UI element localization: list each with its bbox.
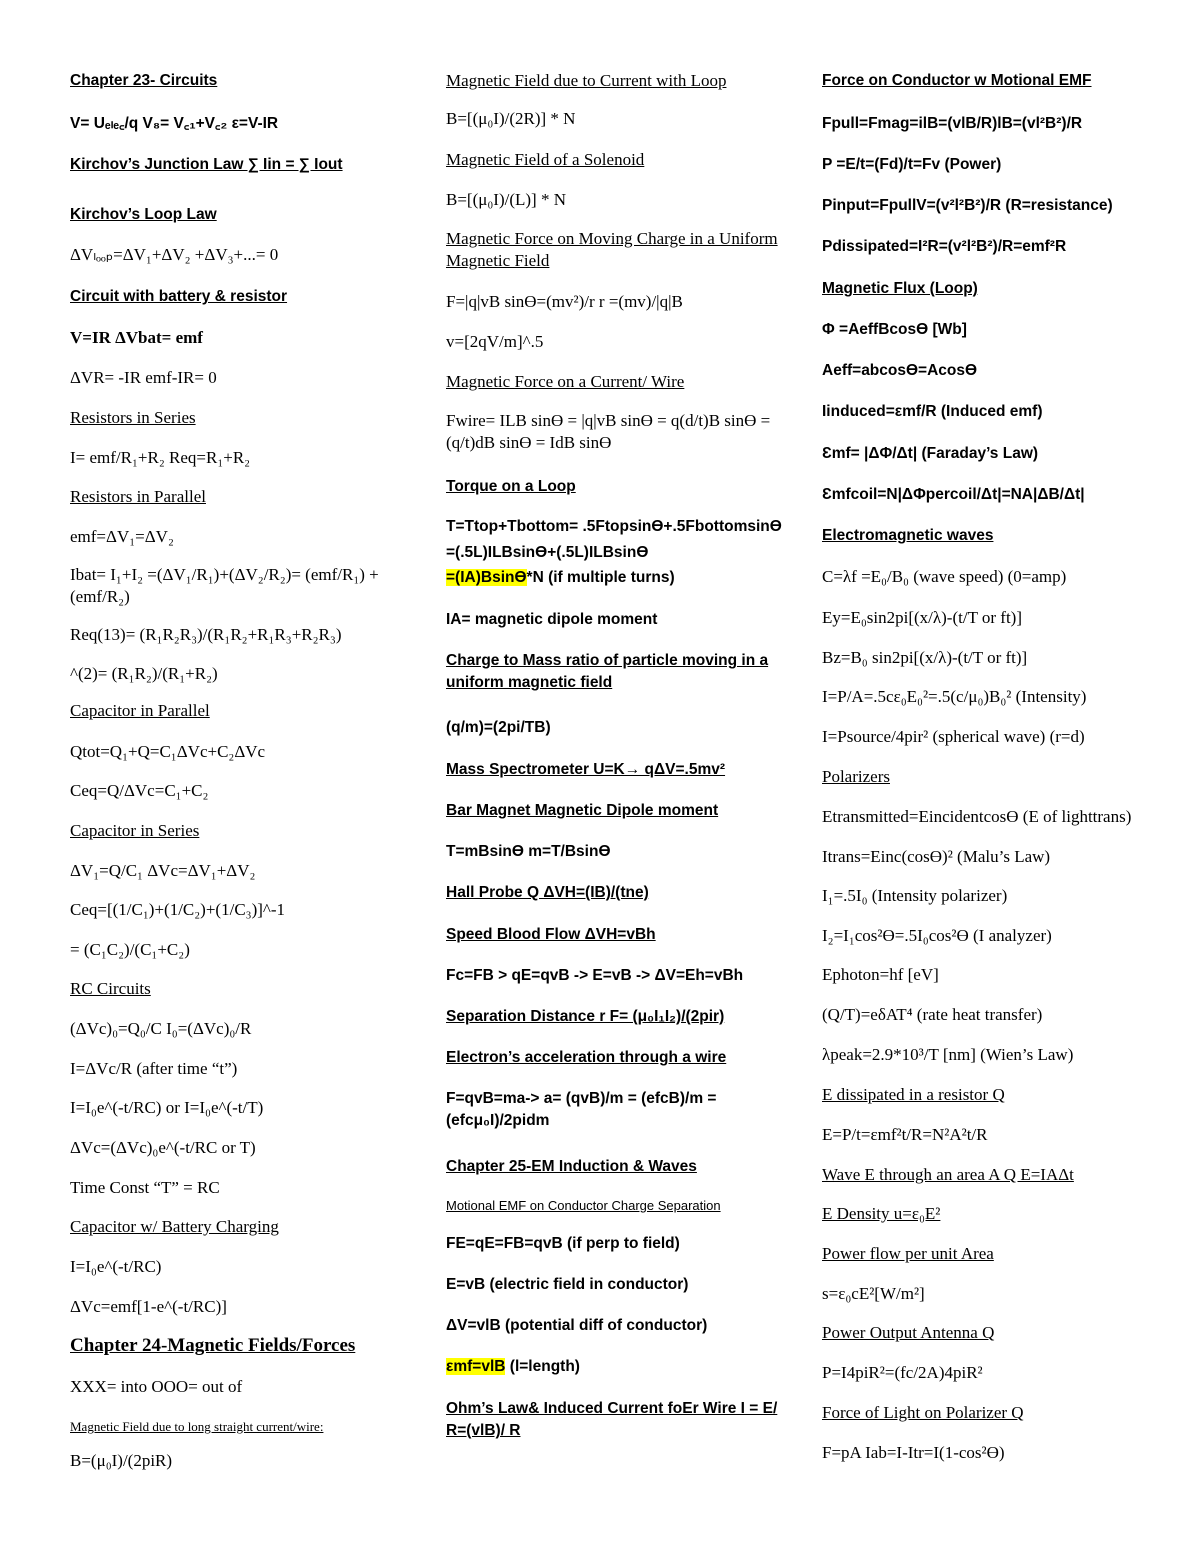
formula-line: E=vB (electric field in conductor): [446, 1276, 689, 1293]
formula-line: Aeff=abcosϴ=Acosϴ: [822, 362, 978, 379]
formula-line: ^(2)= (R₁R₂)/(R₁+R₂): [70, 664, 218, 683]
formula-line: P=I4piR²=(fc/2A)4piR²: [822, 1363, 983, 1382]
formula-note: (l=length): [505, 1358, 580, 1375]
formula-line: Bar Magnet Magnetic Dipole moment: [446, 802, 719, 819]
formula-line: ΔV=vlB (potential diff of conductor): [446, 1317, 708, 1334]
formula-line: Ɛmf= |ΔΦ/Δt| (Faraday’s Law): [822, 445, 1039, 462]
formula-line: Charge to Mass ratio of particle moving in a uniform magnetic field: [446, 652, 769, 691]
formula-line: Itrans=Einc(cosϴ)² (Malu’s Law): [822, 847, 1051, 866]
formula-line: Force of Light on Polarizer Q: [822, 1403, 1024, 1422]
formula-line: Motional EMF on Conductor Charge Separation: [446, 1198, 721, 1213]
formula-line: F=pA Iab=I-Itr=I(1-cos²ϴ): [822, 1443, 1005, 1462]
formula-line: Ceq=[(1/C₁)+(1/C₂)+(1/C₃)]^-1: [70, 900, 286, 919]
formula-line: [446, 1356, 580, 1378]
formula-line: ΔVₗₒₒₚ=ΔV₁+ΔV₂ +ΔV₃+...= 0: [70, 245, 279, 264]
formula-line: B=[(μ₀I)/(2R)] * N: [446, 109, 576, 128]
formula-line: Ceq=Q/ΔVc=C₁+C₂: [70, 781, 209, 800]
formula-line: F=|q|vB sinϴ=(mv²)/r r =(mv)/|q|B: [446, 292, 683, 311]
formula-line: Ephoton=hf [eV]: [822, 965, 939, 984]
formula-line: Ɛmfcoil=N|ΔΦpercoil/Δt|=NA|ΔB/Δt|: [822, 486, 1085, 503]
formula-line: λpeak=2.9*10³/T [nm] (Wien’s Law): [822, 1045, 1074, 1064]
formula-line: I= emf/R₁+R₂ Req=R₁+R₂: [70, 448, 251, 467]
formula-line: I=I₀e^(-t/RC): [70, 1257, 162, 1276]
formula-line: E Density u=ε₀E²: [822, 1204, 941, 1223]
formula-line: Chapter 23- Circuits: [70, 72, 218, 89]
formula-line: v=[2qV/m]^.5: [446, 332, 544, 351]
formula-line: B=[(μ₀I)/(L)] * N: [446, 190, 566, 209]
formula-line: Magnetic Force on Moving Charge in a Uniform Magnetic Field: [446, 229, 778, 270]
formula-line: Capacitor in Series: [70, 821, 200, 840]
formula-line: Capacitor w/ Battery Charging: [70, 1217, 279, 1236]
formula-line: V=IR ΔVbat= emf: [70, 328, 203, 347]
formula-line: Mass Spectrometer U=K→ qΔV=.5mv²: [446, 761, 726, 778]
formula-line: ΔVc=(ΔVc)₀e^(-t/RC or T): [70, 1138, 256, 1157]
formula-line: I₁=.5I₀ (Intensity polarizer): [822, 886, 1008, 905]
formula-line: I=I₀e^(-t/RC) or I=I₀e^(-t/T): [70, 1098, 264, 1117]
formula-line: Kirchov’s Junction Law ∑ Iin = ∑ Iout: [70, 156, 343, 173]
formula-line: Force on Conductor w Motional EMF: [822, 72, 1092, 89]
highlighted-formula: =(IA)Bsinϴ: [446, 569, 527, 586]
formula-line: Resistors in Series: [70, 408, 196, 427]
formula-line: Capacitor in Parallel: [70, 701, 210, 720]
formula-line: ΔVc=emf[1-e^(-t/RC)]: [70, 1297, 227, 1316]
formula-line: IA= magnetic dipole moment: [446, 611, 658, 628]
formula-line: Fc=FB > qE=qvB -> E=vB -> ΔV=Eh=vBh: [446, 967, 744, 984]
formula-line: ΔV₁=Q/C₁ ΔVc=ΔV₁+ΔV₂: [70, 861, 256, 880]
formula-line: Magnetic Force on a Current/ Wire: [446, 372, 685, 391]
formula-line: Pdissipated=I²R=(v²l²B²)/R=emf²R: [822, 238, 1067, 255]
formula-line: T=Ttop+Tbottom= .5Ftopsinϴ+.5Fbottomsinϴ: [446, 518, 782, 535]
formula-line: E dissipated in a resistor Q: [822, 1085, 1005, 1104]
formula-line: I=Psource/4pir² (spherical wave) (r=d): [822, 727, 1085, 746]
formula-line: V= Uₑₗₑ꜀/q V₈= V꜀₁+V꜀₂ ε=V-IR: [70, 115, 279, 132]
formula-line: Kirchov’s Loop Law: [70, 206, 217, 223]
formula-line: [446, 567, 675, 589]
formula-line: I=P/A=.5cε₀E₀²=.5(c/μ₀)B₀² (Intensity): [822, 687, 1087, 706]
formula-line: FE=qE=FB=qvB (if perp to field): [446, 1235, 680, 1252]
formula-line: Wave E through an area A Q E=IAΔt: [822, 1165, 1074, 1184]
formula-line: Speed Blood Flow ΔVH=vBh: [446, 926, 656, 943]
highlighted-formula: εmf=vlB: [446, 1358, 506, 1375]
formula-line: (q/m)=(2pi/TB): [446, 719, 551, 736]
formula-line: Pinput=FpullV=(v²l²B²)/R (R=resistance): [822, 197, 1113, 214]
formula-line: Bz=B₀ sin2pi[(x/λ)-(t/T or ft)]: [822, 648, 1028, 667]
formula-line: Time Const “T” = RC: [70, 1178, 220, 1197]
formula-line: Electron’s acceleration through a wire: [446, 1049, 727, 1066]
formula-line: Chapter 24-Magnetic Fields/Forces: [70, 1335, 356, 1356]
formula-line: Power flow per unit Area: [822, 1244, 994, 1263]
formula-line: Etransmitted=Eincidentcosϴ (E of lighttrans): [822, 807, 1132, 826]
formula-line: F=qvB=ma-> a= (qvB)/m = (efcB)/m = (efcμ₀I)/2pidm: [446, 1090, 717, 1129]
formula-line: Magnetic Field due to long straight current/wire:: [70, 1419, 324, 1434]
formula-line: Fwire= ILB sinϴ = |q|vB sinϴ = q(d/t)B sinϴ =(q/t)dB sinϴ = IdB sinϴ: [446, 411, 771, 452]
formula-line: XXX= into OOO= out of: [70, 1377, 243, 1396]
formula-line: Qtot=Q₁+Q=C₁ΔVc+C₂ΔVc: [70, 742, 266, 761]
formula-line: Magnetic Field of a Solenoid: [446, 150, 645, 169]
formula-line: Polarizers: [822, 767, 890, 786]
formula-line: Electromagnetic waves: [822, 527, 994, 544]
formula-line: Power Output Antenna Q: [822, 1323, 995, 1342]
formula-line: RC Circuits: [70, 979, 151, 998]
formula-line: T=mBsinϴ m=T/Bsinϴ: [446, 843, 611, 860]
formula-line: Req(13)= (R₁R₂R₃)/(R₁R₂+R₁R₃+R₂R₃): [70, 625, 342, 644]
formula-line: = (C₁C₂)/(C₁+C₂): [70, 940, 190, 959]
formula-line: I₂=I₁cos²ϴ=.5I₀cos²ϴ (I analyzer): [822, 926, 1052, 945]
formula-line: Ohm’s Law& Induced Current foEr Wire I = E/ R=(vlB)/ R: [446, 1400, 778, 1439]
formula-note: *N (if multiple turns): [526, 569, 675, 586]
formula-line: ΔVR= -IR emf-IR= 0: [70, 368, 217, 387]
formula-line: B=(μ₀I)/(2piR): [70, 1451, 173, 1470]
formula-line: s=ε₀cE²[W/m²]: [822, 1284, 925, 1303]
formula-line: Magnetic Field due to Current with Loop: [446, 71, 727, 90]
formula-line: Magnetic Flux (Loop): [822, 280, 978, 297]
formula-line: =(.5L)ILBsinϴ+(.5L)ILBsinϴ: [446, 544, 649, 561]
formula-line: Φ =AeffBcosϴ [Wb]: [822, 321, 967, 338]
formula-line: Separation Distance r F= (μ₀I₁I₂)/(2pir): [446, 1008, 725, 1025]
formula-line: (Q/T)=eδAT⁴ (rate heat transfer): [822, 1005, 1043, 1024]
formula-line: P =E/t=(Fd)/t=Fv (Power): [822, 156, 1002, 173]
formula-line: Torque on a Loop: [446, 478, 576, 495]
formula-line: E=P/t=εmf²t/R=N²A²t/R: [822, 1125, 988, 1144]
formula-line: emf=ΔV₁=ΔV₂: [70, 527, 174, 546]
formula-line: Circuit with battery & resistor: [70, 288, 288, 305]
formula-line: I=ΔVc/R (after time “t”): [70, 1059, 238, 1078]
formula-line: C=λf =E₀/B₀ (wave speed) (0=amp): [822, 567, 1067, 586]
formula-line: (ΔVc)₀=Q₀/C I₀=(ΔVc)₀/R: [70, 1019, 252, 1038]
formula-line: Fpull=Fmag=ilB=(vlB/R)lB=(vl²B²)/R: [822, 115, 1083, 132]
formula-line: Chapter 25-EM Induction & Waves: [446, 1158, 697, 1175]
formula-line: Hall Probe Q ΔVH=(IB)/(tne): [446, 884, 649, 901]
formula-line: Resistors in Parallel: [70, 487, 206, 506]
formula-line: Ey=E₀sin2pi[(x/λ)-(t/T or ft)]: [822, 608, 1023, 627]
formula-line: Iinduced=εmf/R (Induced emf): [822, 403, 1043, 420]
formula-line: Ibat= I₁+I₂ =(ΔV₁/R₁)+(ΔV₂/R₂)= (emf/R₁) + (emf/R₂): [70, 565, 379, 606]
